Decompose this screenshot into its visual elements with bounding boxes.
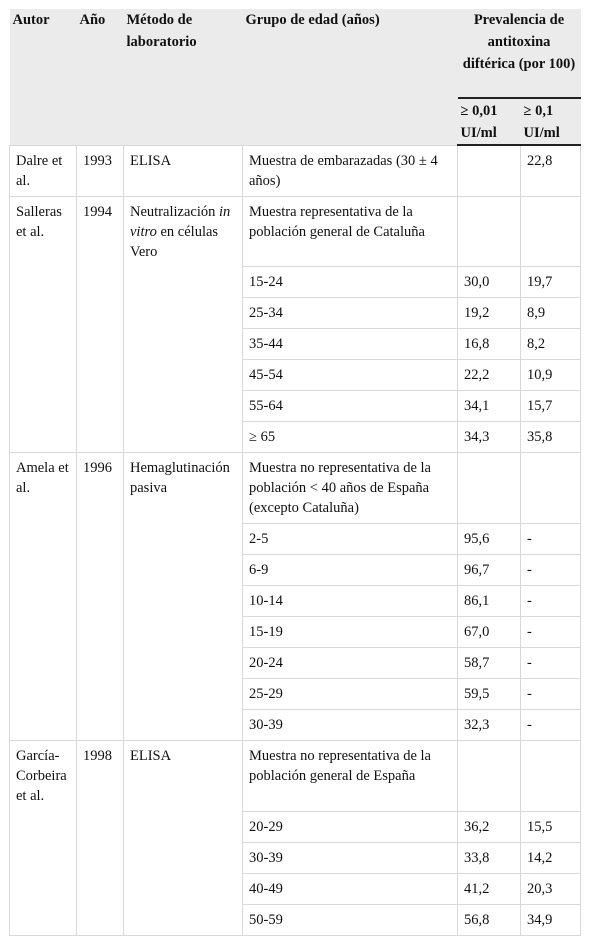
value-01-cell: 15,7 [521,391,581,422]
author-cell-empty [10,811,77,842]
value-01-cell: - [521,555,581,586]
header-age-group: Grupo de edad (años) [243,9,458,145]
table-row [10,904,581,935]
value-001-cell: 58,7 [458,648,521,679]
value-001-cell [458,453,521,524]
year-cell-empty [77,873,124,904]
year-cell-empty [77,298,124,329]
value-01-cell [521,741,581,812]
table-row [10,679,581,710]
table-row [10,453,581,524]
table-row [10,524,581,555]
author-cell-empty [10,524,77,555]
author-cell: Amela et al. [10,453,77,524]
year-cell-empty [77,524,124,555]
value-001-cell [458,741,521,812]
author-cell: García-Corbeira et al. [10,741,77,812]
table-row [10,617,581,648]
age-group-cell: Muestra de embarazadas (30 ± 4 años) [243,145,458,196]
value-001-cell: 86,1 [458,586,521,617]
value-01-cell: - [521,679,581,710]
age-group-cell: 2-5 [243,524,458,555]
age-group-cell: ≥ 65 [243,422,458,453]
method-cell: ELISA [124,145,243,196]
author-cell-empty [10,586,77,617]
age-group-cell: 55-64 [243,391,458,422]
header-sub-001: ≥ 0,01 UI/ml [458,98,521,145]
author-cell-empty [10,391,77,422]
method-cell-empty [124,586,243,617]
value-001-cell: 30,0 [458,267,521,298]
header-year: Año [77,9,124,145]
age-group-cell: 15-19 [243,617,458,648]
method-cell-empty [124,267,243,298]
year-cell-empty [77,555,124,586]
method-cell: ELISA [124,741,243,812]
table-row [10,145,581,196]
year-cell-empty [77,329,124,360]
year-cell-empty [77,710,124,741]
author-cell: Salleras et al. [10,196,77,267]
author-cell-empty [10,904,77,935]
value-01-cell [521,196,581,267]
table-row [10,586,581,617]
age-group-cell: Muestra no representativa de la población general de España [243,741,458,812]
method-cell: Hemaglutinación pasiva [124,453,243,524]
table-body [10,145,581,935]
age-group-cell: 10-14 [243,586,458,617]
method-cell-empty [124,811,243,842]
table-row [10,196,581,267]
age-group-cell: 15-24 [243,267,458,298]
age-group-cell: 50-59 [243,904,458,935]
author-cell-empty [10,710,77,741]
prevalence-table [9,9,581,936]
table-row [10,360,581,391]
value-001-cell: 34,1 [458,391,521,422]
method-cell-empty [124,298,243,329]
header-sub-01: ≥ 0,1 UI/ml [521,98,581,145]
value-01-cell: 15,5 [521,811,581,842]
age-group-cell: 25-29 [243,679,458,710]
author-cell-empty [10,555,77,586]
table-row [10,811,581,842]
value-01-cell: 10,9 [521,360,581,391]
value-01-cell: 34,9 [521,904,581,935]
table-row [10,329,581,360]
table-row [10,648,581,679]
year-cell: 1996 [77,453,124,524]
value-01-cell: - [521,648,581,679]
year-cell-empty [77,422,124,453]
method-cell-empty [124,524,243,555]
author-cell-empty [10,298,77,329]
age-group-cell: 45-54 [243,360,458,391]
author-cell-empty [10,648,77,679]
age-group-cell: 40-49 [243,873,458,904]
table-row [10,422,581,453]
author-cell-empty [10,360,77,391]
method-cell [124,196,243,267]
value-01-cell: - [521,524,581,555]
method-cell-empty [124,391,243,422]
value-01-cell: 8,2 [521,329,581,360]
age-group-cell: 30-39 [243,710,458,741]
author-cell-empty [10,873,77,904]
value-001-cell [458,196,521,267]
value-001-cell: 41,2 [458,873,521,904]
year-cell-empty [77,360,124,391]
age-group-cell: 6-9 [243,555,458,586]
table-row [10,391,581,422]
year-cell-empty [77,904,124,935]
author-cell-empty [10,679,77,710]
value-001-cell: 67,0 [458,617,521,648]
method-cell-empty [124,617,243,648]
table-row [10,741,581,812]
method-cell-empty [124,842,243,873]
value-001-cell: 32,3 [458,710,521,741]
value-001-cell: 22,2 [458,360,521,391]
value-01-cell: 8,9 [521,298,581,329]
year-cell-empty [77,648,124,679]
author-cell-empty [10,267,77,298]
author-cell: Dalre et al. [10,145,77,196]
author-cell-empty [10,617,77,648]
year-cell-empty [77,586,124,617]
table-row [10,267,581,298]
year-cell: 1993 [77,145,124,196]
year-cell-empty [77,391,124,422]
age-group-cell: 20-24 [243,648,458,679]
method-text-part: Neutralización [130,203,219,220]
table-row [10,710,581,741]
year-cell: 1994 [77,196,124,267]
year-cell-empty [77,267,124,298]
table-row [10,873,581,904]
method-cell-empty [124,555,243,586]
table-row [10,555,581,586]
method-cell-empty [124,329,243,360]
value-001-cell: 59,5 [458,679,521,710]
year-cell-empty [77,842,124,873]
value-01-cell: 22,8 [521,145,581,196]
value-001-cell: 96,7 [458,555,521,586]
age-group-cell: Muestra representativa de la población general de Cataluña [243,196,458,267]
value-001-cell: 33,8 [458,842,521,873]
table-header [10,9,581,145]
age-group-cell: 35-44 [243,329,458,360]
method-text-part: en células Vero [130,223,219,260]
age-group-cell: 20-29 [243,811,458,842]
method-cell-empty [124,873,243,904]
value-001-cell: 16,8 [458,329,521,360]
table-container [9,9,580,928]
year-cell-empty [77,617,124,648]
method-cell-empty [124,360,243,391]
age-group-cell: 25-34 [243,298,458,329]
value-01-cell: 20,3 [521,873,581,904]
age-group-cell: Muestra no representativa de la población < 40 años de España (excepto Cataluña) [243,453,458,524]
value-01-cell: 35,8 [521,422,581,453]
author-cell-empty [10,329,77,360]
header-prevalence: Prevalencia de antitoxina diftérica (por 100) [458,9,581,98]
value-01-cell: - [521,586,581,617]
method-text-part: in vitro [130,203,231,240]
method-cell-empty [124,648,243,679]
value-001-cell: 34,3 [458,422,521,453]
age-group-cell: 30-39 [243,842,458,873]
value-01-cell: - [521,710,581,741]
header-author: Autor [10,9,77,145]
method-cell-empty [124,710,243,741]
value-01-cell: - [521,617,581,648]
author-cell-empty [10,842,77,873]
method-cell-empty [124,679,243,710]
value-001-cell [458,145,521,196]
author-cell-empty [10,422,77,453]
value-01-cell: 19,7 [521,267,581,298]
method-cell-empty [124,904,243,935]
year-cell-empty [77,811,124,842]
year-cell-empty [77,679,124,710]
value-01-cell [521,453,581,524]
table-row [10,842,581,873]
year-cell: 1998 [77,741,124,812]
value-001-cell: 56,8 [458,904,521,935]
value-01-cell: 14,2 [521,842,581,873]
value-001-cell: 19,2 [458,298,521,329]
header-method: Método de laboratorio [124,9,243,145]
method-cell-empty [124,422,243,453]
value-001-cell: 36,2 [458,811,521,842]
value-001-cell: 95,6 [458,524,521,555]
table-row [10,298,581,329]
